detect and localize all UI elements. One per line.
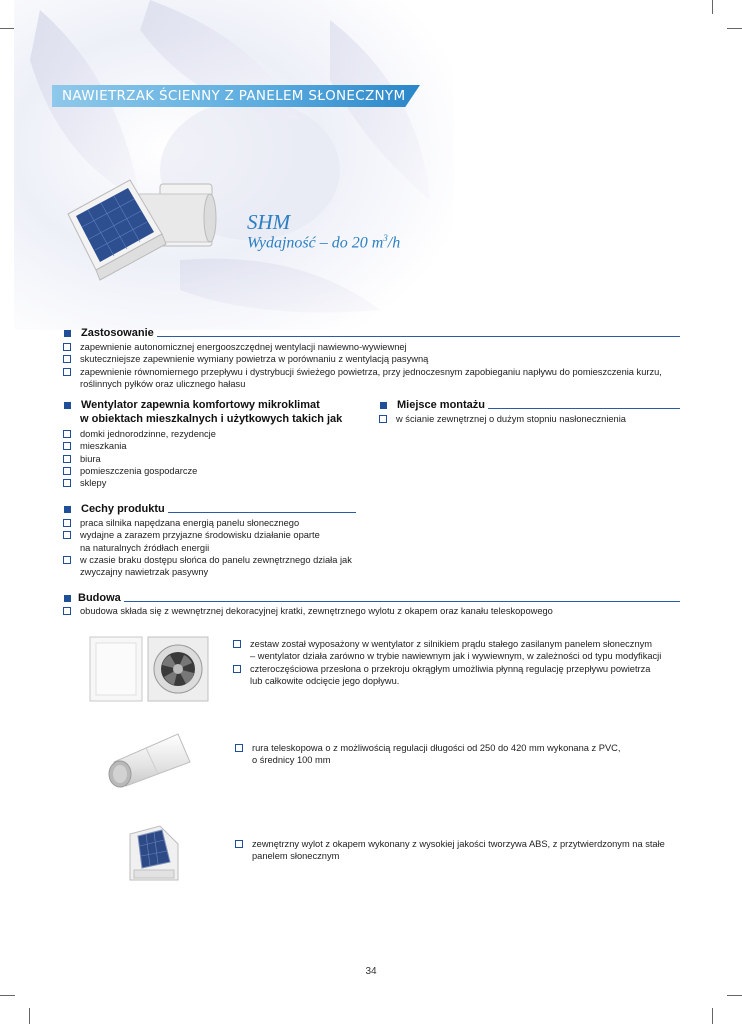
checkbox-bullet-icon xyxy=(235,840,243,848)
list-wentylator xyxy=(62,428,362,489)
list-pipe xyxy=(234,742,684,767)
list-item-continuation: o średnicy 100 mm xyxy=(252,755,331,766)
page-title: NAWIETRZAK ŚCIENNY Z PANELEM SŁONECZNYM xyxy=(62,88,406,104)
list-item: obudowa składa się z wewnętrznej dekoracyjnej kratki, zewnętrznego wylotu z okapem oraz kanału teleskopowego xyxy=(62,605,692,617)
crop-mark xyxy=(727,995,742,996)
heading-rule xyxy=(168,512,356,513)
list-item-continuation: na naturalnych źródłach energii xyxy=(80,542,210,553)
list-item: sklepy xyxy=(62,477,362,489)
crop-mark xyxy=(29,1008,30,1024)
checkbox-bullet-icon xyxy=(63,479,71,487)
page-number: 34 xyxy=(365,966,377,977)
square-bullet-icon xyxy=(64,330,71,337)
list-item-continuation: – wentylator działa zarówno w trybie nawiewnym jak i wywiewnym, w zależności od typu modyfikacji xyxy=(250,651,662,662)
section-heading-wentylator-line2: w obiektach mieszkalnych i użytkowych takich jak xyxy=(80,413,343,425)
list-item: zapewnienie równomiernego przepływu i dystrybucji świeżego powietrza, przy jednoczesnym zapobieganiu napływu do pomieszczenia kurzu, xyxy=(62,366,682,378)
section-heading-budowa: Budowa xyxy=(64,592,680,604)
list-item: w ścianie zewnętrznej o dużym stopniu nasłonecznienia xyxy=(378,413,688,425)
checkbox-bullet-icon xyxy=(63,467,71,475)
checkbox-bullet-icon xyxy=(63,455,71,463)
list-item: zapewnienie autonomicznej energooszczędnej wentylacji nawiewno-wywiewnej xyxy=(62,341,682,353)
checkbox-bullet-icon xyxy=(63,519,71,527)
heading-rule xyxy=(488,408,680,409)
checkbox-bullet-icon xyxy=(63,343,71,351)
section-heading-cechy: Cechy produktu xyxy=(64,503,356,515)
capacity: Wydajność – do 20 $m^3/h$ xyxy=(247,233,401,252)
list-item: skuteczniejsze zapewnienie wymiany powietrza w porównaniu z wentylacją pasywną xyxy=(62,353,682,365)
square-bullet-icon xyxy=(380,402,387,409)
grille-fan-image xyxy=(88,635,213,705)
product-image xyxy=(60,172,230,282)
checkbox-bullet-icon xyxy=(63,607,71,615)
list-item-continuation: lub całkowite odcięcie jego dopływu. xyxy=(250,675,400,686)
list-budowa xyxy=(62,605,692,617)
list-item: biura xyxy=(62,453,362,465)
list-cechy xyxy=(62,517,362,578)
checkbox-bullet-icon xyxy=(233,665,241,673)
model-name: SHM xyxy=(247,210,291,234)
checkbox-bullet-icon xyxy=(235,744,243,752)
list-item: wydajne a zarazem przyjazne środowisku działanie oparte xyxy=(62,529,362,541)
list-item: pomieszczenia gospodarcze xyxy=(62,465,362,477)
checkbox-bullet-icon xyxy=(63,355,71,363)
list-item: czteroczęściowa przesłona o przekroju okrągłym umożliwia płynną regulację przepływu powietrza xyxy=(232,663,682,675)
square-bullet-icon xyxy=(64,402,71,409)
list-item-continuation: zwyczajny nawietrzak pasywny xyxy=(80,567,209,578)
checkbox-bullet-icon xyxy=(63,556,71,564)
crop-mark xyxy=(712,1008,713,1024)
telescopic-pipe-image xyxy=(104,728,194,788)
checkbox-bullet-icon xyxy=(233,640,241,648)
section-heading-miejsce: Miejsce montażu xyxy=(380,399,680,411)
checkbox-bullet-icon xyxy=(63,442,71,450)
list-miejsce xyxy=(378,413,688,425)
crop-mark xyxy=(0,995,15,996)
heading-rule xyxy=(157,336,680,337)
list-item: zestaw został wyposażony w wentylator z silnikiem prądu stałego zasilanym panelem słonecznym xyxy=(232,638,682,650)
checkbox-bullet-icon xyxy=(63,430,71,438)
heading-rule xyxy=(124,601,680,602)
list-item: zewnętrzny wylot z okapem wykonany z wysokiej jakości tworzywa ABS, z przytwierdzonym na stałe xyxy=(234,838,684,850)
list-fan xyxy=(232,638,682,687)
list-item: praca silnika napędzana energią panelu słonecznego xyxy=(62,517,362,529)
list-item: domki jednorodzinne, rezydencje xyxy=(62,428,362,440)
square-bullet-icon xyxy=(64,506,71,513)
checkbox-bullet-icon xyxy=(379,415,387,423)
section-heading-zastosowanie: Zastosowanie xyxy=(64,327,680,339)
checkbox-bullet-icon xyxy=(63,368,71,376)
list-item-continuation: roślinnych pyłków oraz ulicznego hałasu xyxy=(80,378,246,389)
list-item-continuation: panelem słonecznym xyxy=(252,851,340,862)
square-bullet-icon xyxy=(64,595,71,602)
list-outlet xyxy=(234,838,684,863)
section-heading-wentylator: Wentylator zapewnia komfortowy mikroklimat xyxy=(64,399,364,411)
solar-outlet-image xyxy=(124,824,184,884)
list-item: w czasie braku dostępu słońca do panelu zewnętrznego działa jak xyxy=(62,554,362,566)
list-item: rura teleskopowa o z możliwością regulacji długości od 250 do 420 mm wykonana z PVC, xyxy=(234,742,684,754)
list-zastosowanie xyxy=(62,341,682,390)
checkbox-bullet-icon xyxy=(63,531,71,539)
list-item: mieszkania xyxy=(62,440,362,452)
